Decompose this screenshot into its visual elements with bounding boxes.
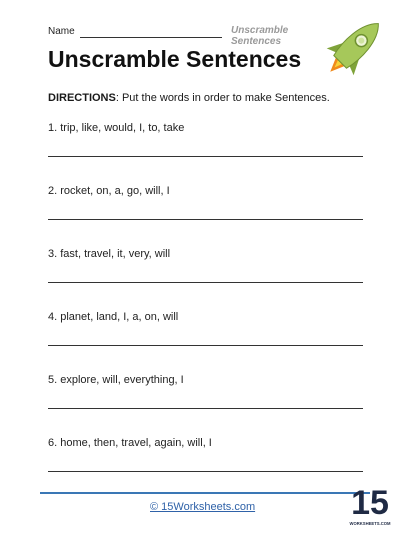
question-text: 6. home, then, travel, again, will, I — [48, 437, 212, 449]
header-tag: Unscramble Sentences — [231, 25, 289, 47]
question-text: 3. fast, travel, it, very, will — [48, 248, 171, 260]
answer-line[interactable] — [48, 345, 363, 346]
directions — [48, 92, 330, 104]
question-item — [48, 311, 368, 351]
worksheets-badge-icon — [349, 478, 391, 530]
question-text: 2. rocket, on, a, go, will, I — [48, 185, 170, 197]
footer-divider — [40, 492, 370, 494]
question-item — [48, 185, 368, 225]
question-item — [48, 122, 368, 162]
answer-line[interactable] — [48, 156, 363, 157]
question-text: 1. trip, like, would, I, to, take — [48, 122, 185, 134]
name-field-line[interactable] — [80, 37, 222, 38]
directions-label: DIRECTIONS — [48, 92, 116, 104]
name-label: Name — [48, 26, 75, 37]
answer-line[interactable] — [48, 471, 363, 472]
question-text: 5. explore, will, everything, I — [48, 374, 184, 386]
directions-text: : Put the words in order to make Sentences. — [115, 92, 330, 104]
footer-link[interactable]: © 15Worksheets.com — [150, 501, 256, 513]
answer-line[interactable] — [48, 282, 363, 283]
badge-number: 15 — [351, 484, 389, 522]
answer-line[interactable] — [48, 408, 363, 409]
page-title: Unscramble Sentences — [48, 46, 302, 72]
badge-caption: WORKSHEETS.COM — [349, 521, 391, 526]
rocket-icon — [320, 12, 390, 82]
question-item — [48, 374, 368, 414]
name-row — [48, 24, 308, 47]
question-text: 4. planet, land, I, a, on, will — [48, 311, 179, 323]
question-item — [48, 248, 368, 288]
answer-line[interactable] — [48, 219, 363, 220]
question-item — [48, 437, 368, 477]
